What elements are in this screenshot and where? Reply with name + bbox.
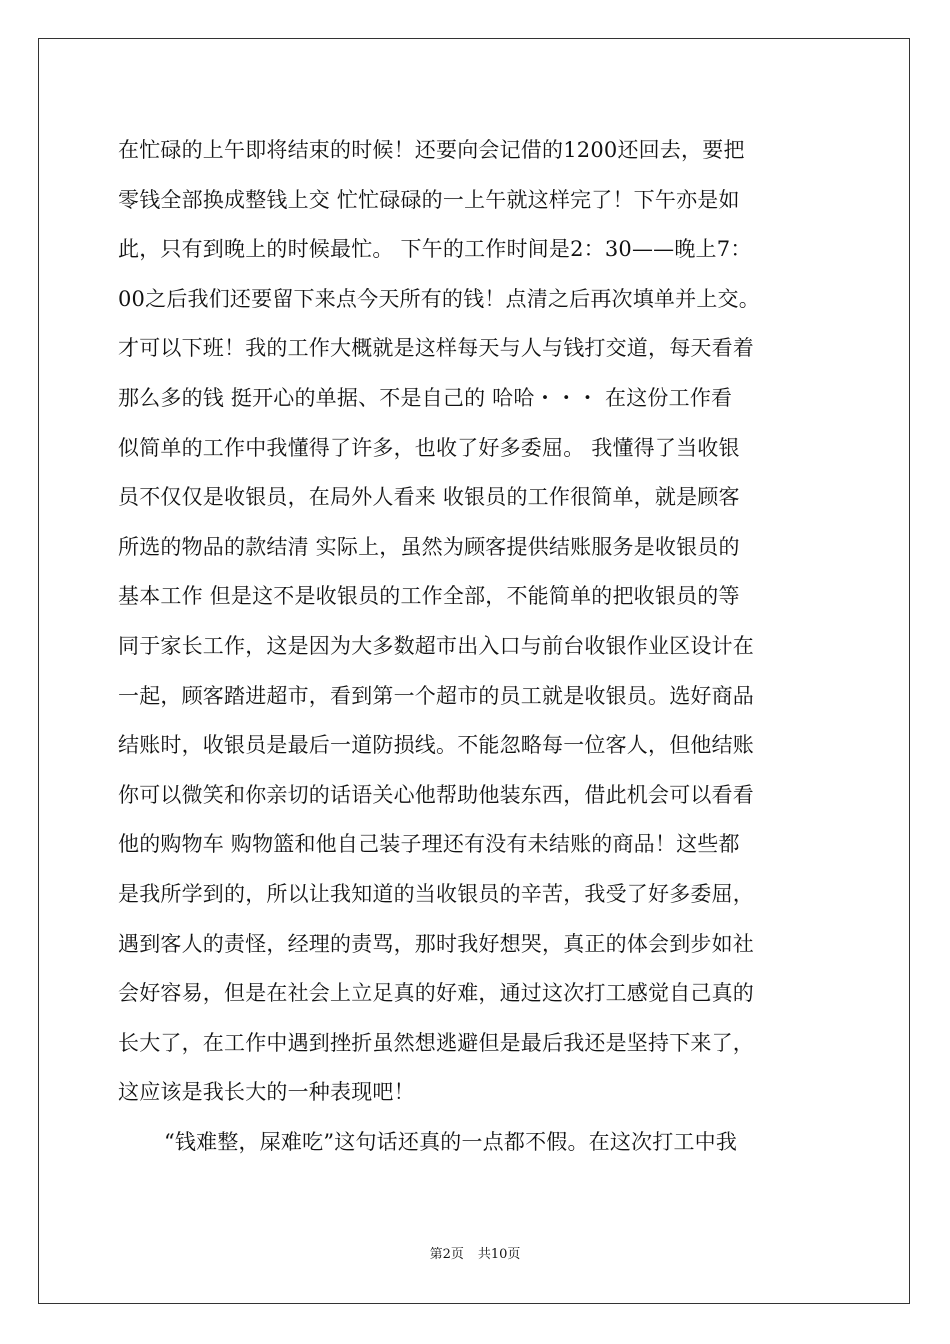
- page-footer: [0, 1246, 950, 1264]
- text-line: 是我所学到的，所以让我知道的当收银员的辛苦，我受了好多委屈，: [118, 881, 754, 906]
- text-line: 结账时，收银员是最后一道防损线。不能忽略每一位客人，但他结账: [118, 733, 754, 758]
- text-line: 在忙碌的上午即将结束的时候！还要向会记借的1200还回去，要把: [118, 138, 745, 162]
- text-line: 零钱全部换成整钱上交 忙忙碌碌的一上午就这样完了！下午亦是如: [118, 187, 740, 212]
- text-line: 同于家长工作，这是因为大多数超市出入口与前台收银作业区设计在: [118, 633, 754, 658]
- document-body: [118, 126, 838, 1167]
- page-total: 共10页: [477, 1247, 521, 1262]
- text-line: 才可以下班！我的工作大概就是这样每天与人与钱打交道，每天看着: [118, 336, 754, 361]
- text-line: 所选的物品的款结清 实际上，虽然为顾客提供结账服务是收银员的: [118, 534, 740, 559]
- text-line: 此，只有到晚上的时候最忙。 下午的工作时间是2：30——晚上7：: [118, 237, 752, 262]
- page-number: 第2页: [429, 1247, 464, 1262]
- paragraph-first-line: “钱难整，屎难吃”这句话还真的一点都不假。在这次打工中我: [164, 1129, 738, 1154]
- text-line: 你可以微笑和你亲切的话语关心他帮助他装东西，借此机会可以看看: [118, 782, 754, 807]
- text-line: 遇到客人的责怪，经理的责骂，那时我好想哭，真正的体会到步如社: [118, 931, 754, 956]
- text-line: 似简单的工作中我懂得了许多，也收了好多委屈。 我懂得了当收银: [118, 435, 740, 460]
- text-line: 他的购物车 购物篮和他自己装子理还有没有未结账的商品！这些都: [118, 832, 740, 857]
- text-line: 00之后我们还要留下来点今天所有的钱！点清之后再次填单并上交。: [118, 286, 760, 311]
- text-line: 基本工作 但是这不是收银员的工作全部，不能简单的把收银员的等: [118, 584, 740, 609]
- text-line: 会好容易，但是在社会上立足真的好难，通过这次打工感觉自己真的: [118, 981, 754, 1006]
- text-line: 长大了，在工作中遇到挫折虽然想逃避但是最后我还是坚持下来了，: [118, 1030, 754, 1055]
- text-line: 这应该是我长大的一种表现吧！: [118, 1080, 415, 1105]
- text-line: 一起，顾客踏进超市，看到第一个超市的员工就是收银员。选好商品: [118, 683, 754, 708]
- text-line: 那么多的钱 挺开心的单据、不是自己的 哈哈・・・ 在这份工作看: [118, 385, 733, 410]
- text-line: 员不仅仅是收银员，在局外人看来 收银员的工作很简单，就是顾客: [118, 485, 740, 510]
